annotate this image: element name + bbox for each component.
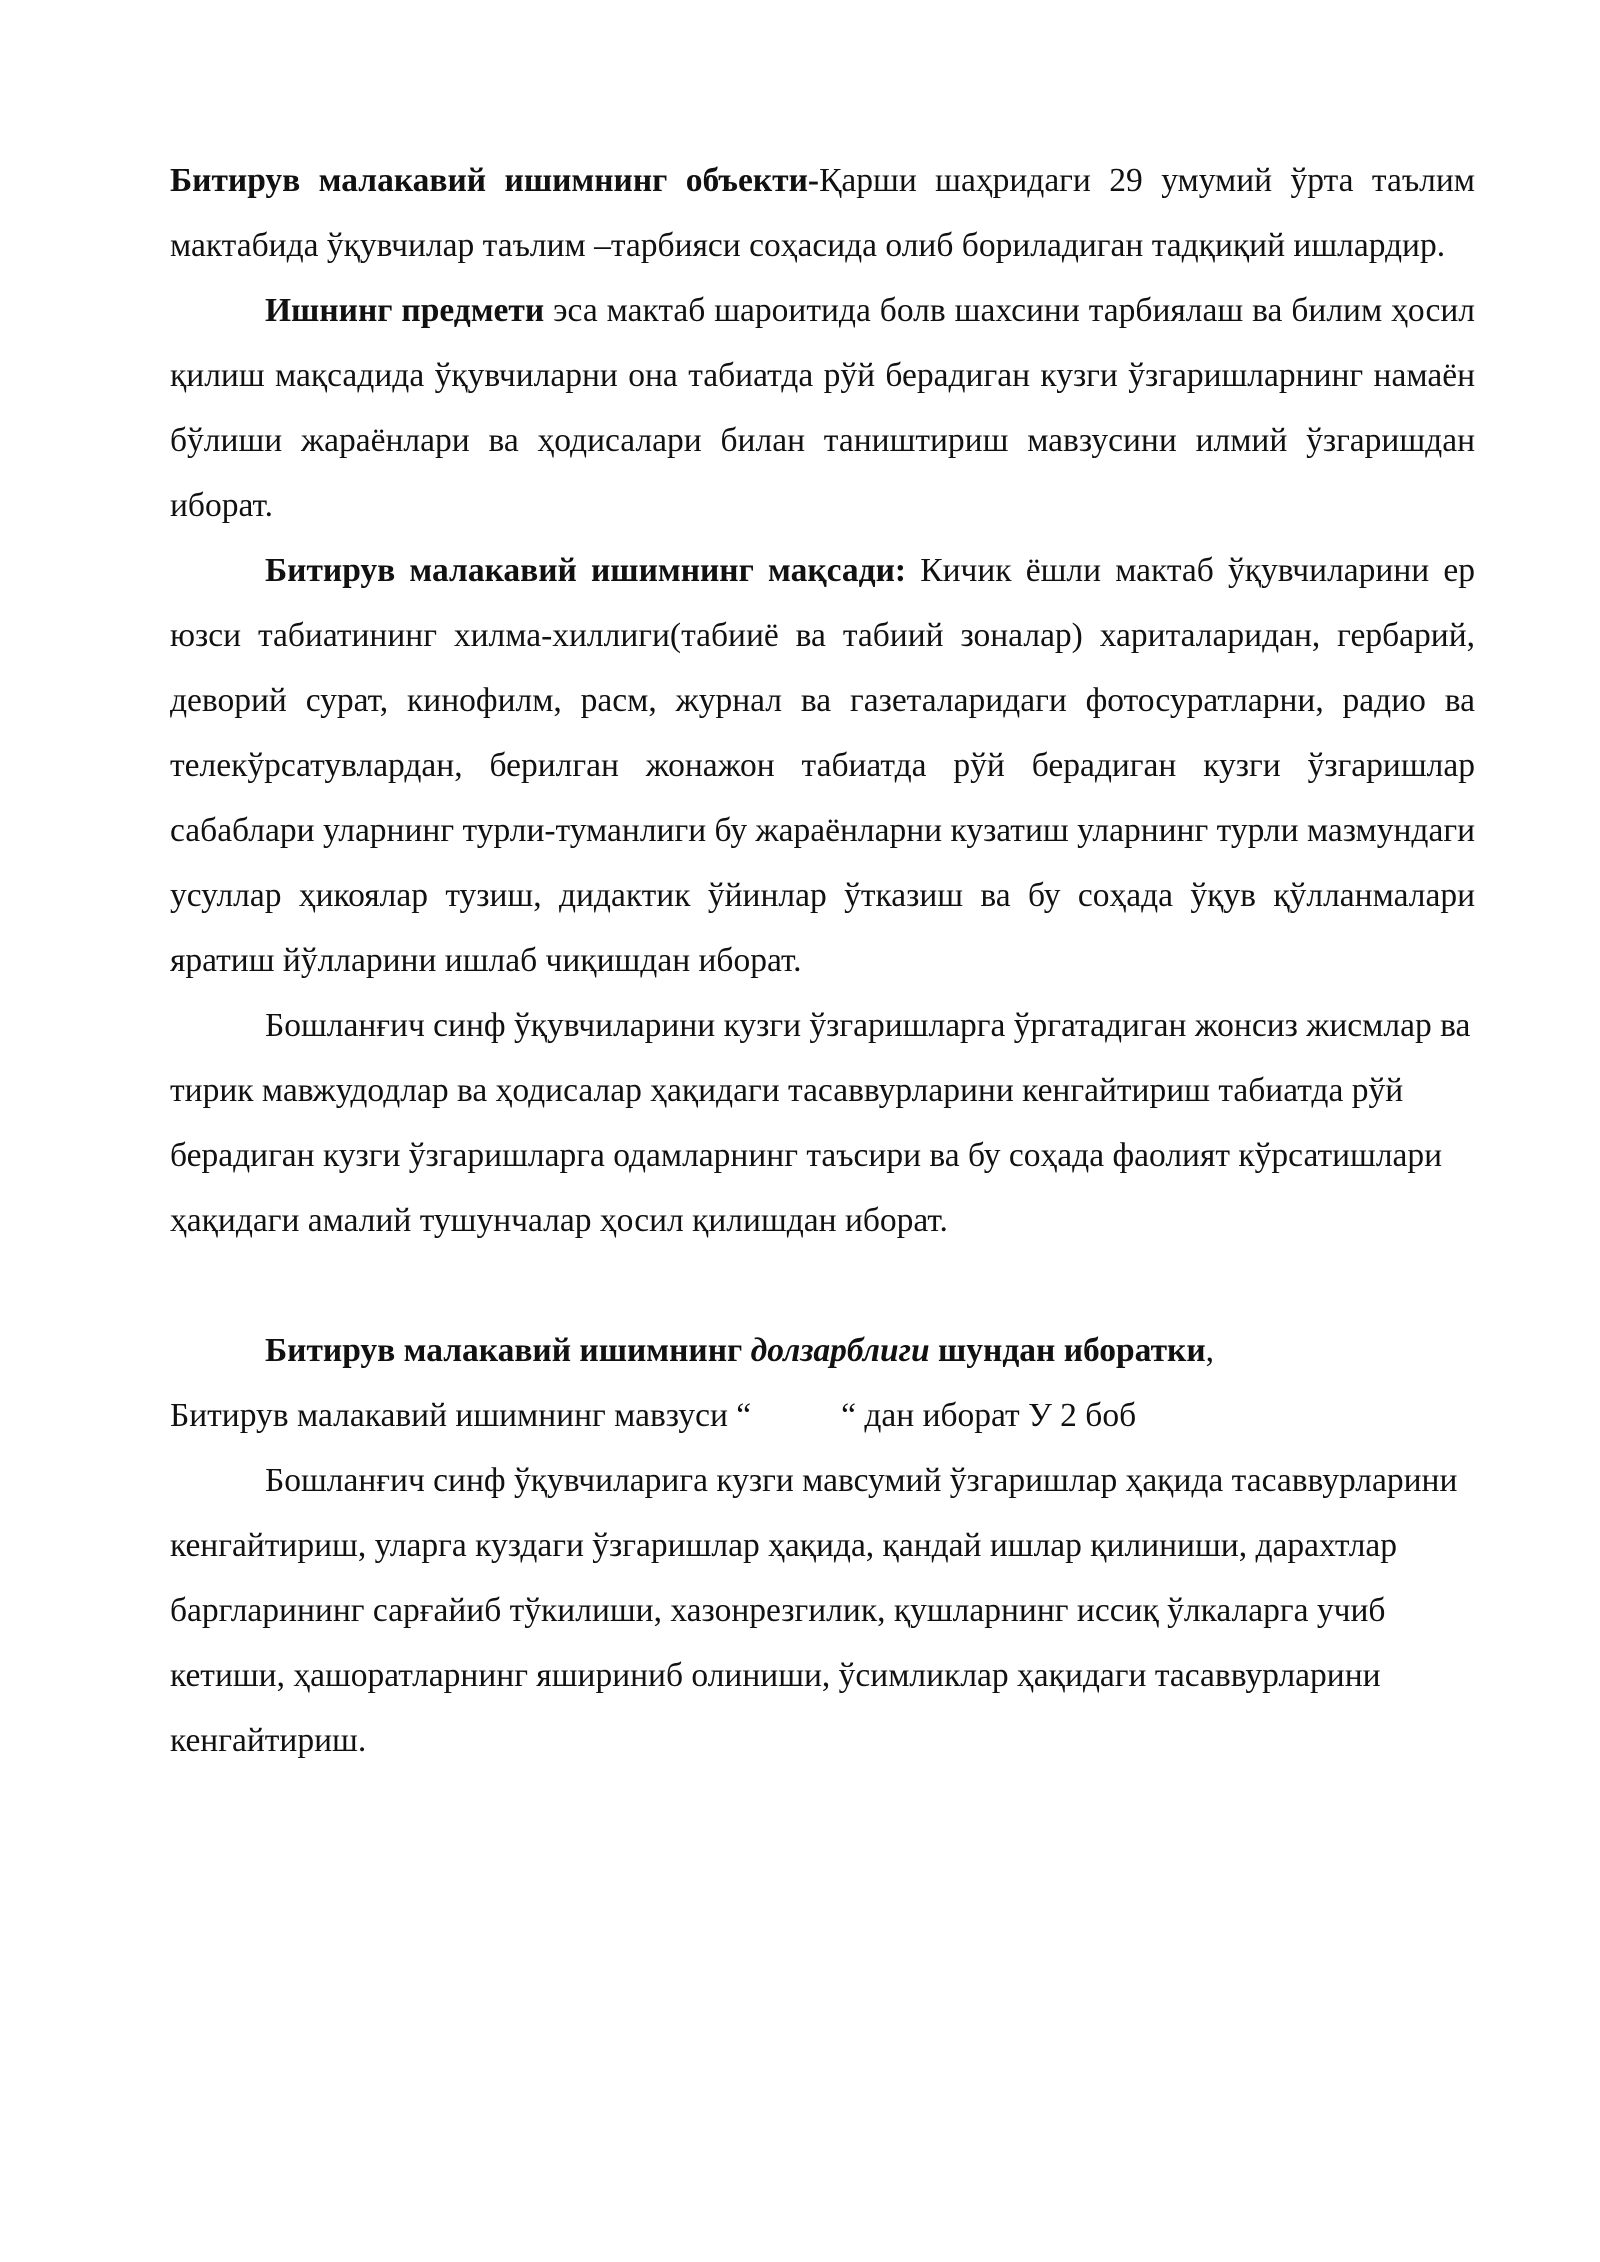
- paragraph-expand: [170, 1448, 1475, 1773]
- document-page: [170, 148, 1475, 1773]
- expand-text: Бошланғич синф ўқувчиларига кузги мавсумий ўзгаришлар ҳақида тасаввурларини кенгайтириш, уларга куздаги ўзгаришлар ҳақида, қандай ишлар қилиниши, дарахтлар баргларининг сарғайиб тўкилиши, хазонрезгилик, қушларнинг иссиқ ўлкаларга учиб кетиши, ҳашоратларнинг яшириниб олиниши, ўсимликлар ҳақидаги тасаввурларини кенгайтириш.: [170, 1462, 1458, 1759]
- paragraph-object: [170, 148, 1475, 278]
- blank-line: [170, 1253, 1475, 1318]
- relevance-comma: ,: [1205, 1332, 1214, 1369]
- topic-after: “ дан иборат У 2 боб: [841, 1397, 1137, 1434]
- object-text: Қарши шаҳридаги 29 умумий ўрта таълим мактабида ўқувчилар таълим –тарбияси соҳасида олиб бориладиган тадқиқий ишлардир.: [170, 162, 1476, 264]
- relevance-heading-end: шундан иборатки: [929, 1332, 1206, 1369]
- subject-heading: Ишнинг предмети: [265, 292, 545, 329]
- goal-heading: Битирув малакавий ишимнинг мақсади:: [265, 552, 907, 589]
- topic-before: Битирув малакавий ишимнинг мавзуси “: [170, 1397, 752, 1434]
- relevance-heading-italic: долзарблиги: [750, 1332, 930, 1369]
- primary-text: Бошланғич синф ўқувчиларини кузги ўзгаришларга ўргатадиган жонсиз жисмлар ва тирик мавжудодлар ва ҳодисалар ҳақидаги тасаввурларини кенгайтириш табиатда рўй берадиган кузги ўзгаришларга одамларнинг таъсири ва бу соҳада фаолият кўрсатишлари ҳақидаги амалий тушунчалар ҳосил қилишдан иборат.: [170, 1007, 1471, 1239]
- paragraph-subject: [170, 278, 1475, 538]
- paragraph-topic: [170, 1383, 1475, 1448]
- goal-text: Кичик ёшли мактаб ўқувчиларини ер юзси табиатининг хилма-хиллиги(табииё ва табиий зоналар) хариталаридан, гербарий, деворий сурат, кинофилм, расм, журнал ва газеталаридаги фотосуратларни, радио ва телекўрсатувлардан, берилган жонажон табиатда рўй берадиган кузги ўзгаришлар сабаблари уларнинг турли-туманлиги бу жараёнларни кузатиш уларнинг турли мазмундаги усуллар ҳикоялар тузиш, дидактик ўйинлар ўтказиш ва бу соҳада ўқув қўлланмалари яратиш йўлларини ишлаб чиқишдан иборат.: [170, 552, 1475, 979]
- paragraph-primary: [170, 993, 1475, 1253]
- object-heading: Битирув малакавий ишимнинг объекти-: [170, 162, 820, 199]
- paragraph-relevance: [170, 1318, 1475, 1383]
- subject-text: эса мактаб шароитида болв шахсини тарбиялаш ва билим ҳосил қилиш мақсадида ўқувчиларни она табиатда рўй берадиган кузги ўзгаришларнинг намаён бўлиши жараёнлари ва ҳодисалари билан таништириш мавзусини илмий ўзгаришдан иборат.: [170, 292, 1475, 524]
- paragraph-goal: [170, 538, 1475, 993]
- relevance-heading-start: Битирув малакавий ишимнинг: [265, 1332, 751, 1369]
